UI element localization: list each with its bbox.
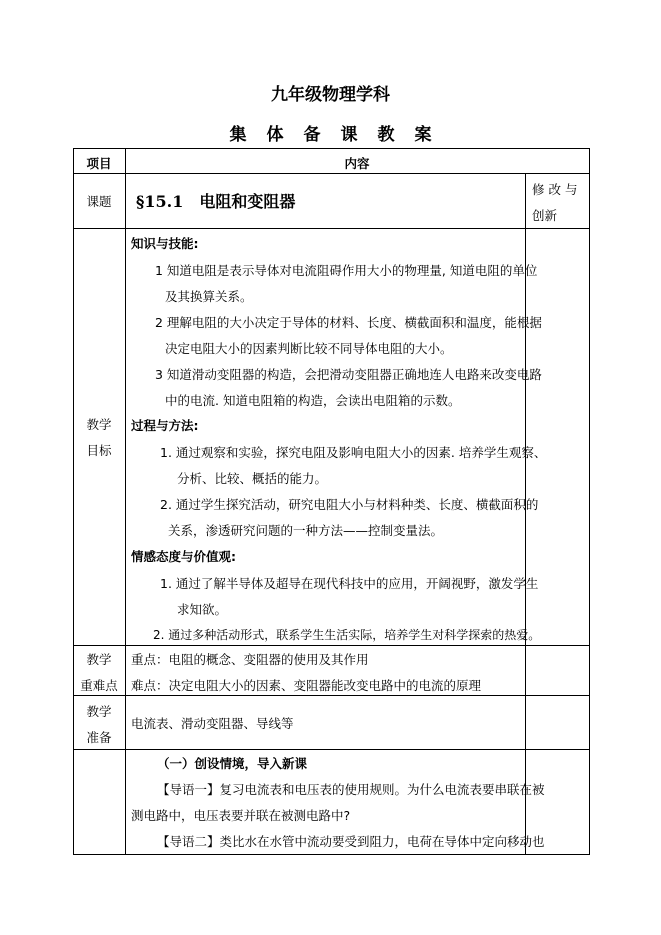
goal-text: 中的电流. 知道电阻箱的构造，会读出电阻箱的示数。 <box>165 393 461 408</box>
document-title: 集体备课教案 <box>229 125 452 145</box>
prep-label: 教学 <box>86 704 112 719</box>
process-heading: 过程与方法: <box>131 418 199 433</box>
goal-text: 及其换算关系。 <box>165 289 253 304</box>
emotion-heading: 情感态度与价值观: <box>131 549 236 564</box>
difficult-point: 难点：决定电阻大小的因素、变阻器能改变电路中的电流的原理 <box>131 678 482 693</box>
revise-label: 修 改 与 <box>532 182 578 197</box>
column-header-item: 项目 <box>86 156 112 171</box>
key-label: 教学 <box>86 652 112 667</box>
process-section-heading: （一）创设情境，导入新课 <box>157 756 308 771</box>
intro-text: 【导语二】类比水在水管中流动要受到阻力，电荷在导体中定向移动也 <box>157 834 545 849</box>
goal-text: 3 知道滑动变阻器的构造，会把滑动变阻器正确地连人电路来改变电路 <box>155 367 542 382</box>
goal-text: 2. 通过学生探究活动，研究电阻大小与材料种类、长度、横截面积的 <box>160 497 539 512</box>
subject-heading: 九年级物理学科 <box>271 85 390 105</box>
prep-label-2: 准备 <box>86 730 112 745</box>
intro-text: 测电路中，电压表要并联在被测电路中? <box>131 808 351 823</box>
column-header-content: 内容 <box>344 156 370 171</box>
goal-text: 分析、比较、概括的能力。 <box>177 471 328 486</box>
goal-text: 2 理解电阻的大小决定于导体的材料、长度、横截面积和温度，能根据 <box>155 315 542 330</box>
revise-label-2: 创新 <box>532 208 558 223</box>
goal-text: 1. 通过观察和实验，探究电阻及影响电阻大小的因素. 培养学生观察、 <box>160 445 547 460</box>
goal-text: 2. 通过多种活动形式，联系学生生活实际，培养学生对科学探索的热爱。 <box>153 628 541 642</box>
goal-text: 1 知道电阻是表示导体对电流阻碍作用大小的物理量, 知道电阻的单位 <box>155 263 538 278</box>
topic-label: 课题 <box>86 194 112 209</box>
intro-text: 【导语一】复习电流表和电压表的使用规则。为什么电流表要串联在被 <box>157 782 545 797</box>
goals-label-2: 目标 <box>86 443 112 458</box>
goals-label: 教学 <box>86 417 112 432</box>
topic-title: §15.1 电阻和变阻器 <box>136 192 296 211</box>
goal-text: 关系，渗透研究问题的一种方法——控制变量法。 <box>168 523 444 538</box>
key-label-2: 重难点 <box>80 678 118 693</box>
key-point: 重点：电阻的概念、变阻器的使用及其作用 <box>131 652 369 667</box>
goal-text: 决定电阻大小的因素判断比较不同导体电阻的大小。 <box>165 341 453 356</box>
knowledge-heading: 知识与技能: <box>131 236 199 251</box>
prep-materials: 电流表、滑动变阻器、导线等 <box>131 716 294 731</box>
goal-text: 求知欲。 <box>177 602 228 617</box>
goal-text: 1. 通过了解半导体及超导在现代科技中的应用，开阔视野，激发学生 <box>160 576 539 591</box>
